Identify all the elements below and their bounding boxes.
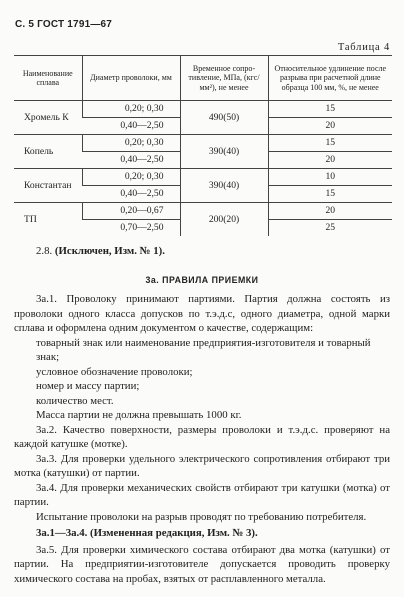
diameter-cell: 0,40—2,50 <box>82 186 180 203</box>
clause-3a5: 3а.5. Для проверки химического состава отбирают два мотка (катушки) от партии. На предприятии-изготовителе допускается проводить проверку химического состава на пробах, взятых от расплавленного металла. <box>14 543 390 585</box>
elongation-cell: 20 <box>268 152 392 169</box>
alloy-cell: Константан <box>14 169 82 203</box>
col-header-resistance: Временное сопротивление, МПа, (кгс/мм²), не менее <box>180 56 268 101</box>
clause-3a1: 3а.1. Проволоку принимают партиями. Партия должна состоять из проволоки одного класса допусков по т.э.д.с, одного диаметра, одной марки сплава и оформлена одним документом о качестве, содержащим: <box>14 293 390 334</box>
list-item: товарный знак или наименование предприятия-изготовителя и товарный знак; <box>36 336 371 363</box>
clause-deleted-note: (Исключен, Изм. № 1). <box>54 245 165 257</box>
list-item: номер и массу партии; <box>36 380 140 392</box>
elongation-cell: 20 <box>268 203 392 220</box>
col-header-diameter: Диаметр проволоки, мм <box>82 56 180 101</box>
clause-3a3: 3а.3. Для проверки удельного электрического сопротивления отбирают три мотка (катушки) от партии. <box>14 452 390 479</box>
clause-2-8 <box>14 244 390 259</box>
properties-table <box>14 55 392 236</box>
diameter-cell: 0,70—2,50 <box>120 222 164 233</box>
diameter-cell: 0,20; 0,30 <box>82 135 180 152</box>
diameter-cell: 0,20; 0,30 <box>82 169 180 186</box>
body-text <box>14 292 390 586</box>
clause-3a4: 3а.4. Для проверки механических свойств отбирают три катушки (мотка) от партии. <box>14 481 390 508</box>
resistance-cell: 490(50) <box>180 101 268 135</box>
diameter-cell: 0,20—0,67 <box>82 203 180 220</box>
elongation-cell: 15 <box>268 101 392 118</box>
resistance-cell: 390(40) <box>180 135 268 169</box>
list-item: количество мест. <box>36 394 114 407</box>
elongation-cell: 20 <box>268 118 392 135</box>
section-title: 3а. ПРАВИЛА ПРИЕМКИ <box>145 275 259 285</box>
elongation-cell: 10 <box>268 169 392 186</box>
elongation-cell: 25 <box>268 220 392 237</box>
elongation-cell: 15 <box>268 135 392 152</box>
elongation-cell: 15 <box>268 186 392 203</box>
resistance-cell: 200(20) <box>180 203 268 237</box>
table-row <box>14 203 392 220</box>
col-header-alloy: Наименование сплава <box>14 56 82 101</box>
diameter-cell: 0,20; 0,30 <box>82 101 180 118</box>
alloy-cell: Хромель К <box>14 101 82 135</box>
page-header: С. 5 ГОСТ 1791—67 <box>15 19 113 30</box>
list-item: условное обозначение проволоки; <box>36 365 193 378</box>
alloy-cell: Копель <box>14 135 82 169</box>
alloy-cell: ТП <box>24 213 37 225</box>
clause-number: 2.8. <box>36 245 53 257</box>
resistance-cell: 390(40) <box>180 169 268 203</box>
col-header-elongation: Относительное удлинение после разрыва при расчетной длине образца 100 мм, %, не менее <box>268 56 392 101</box>
batch-mass-note: Масса партии не должна превышать 1000 кг. <box>36 409 242 421</box>
table-row <box>14 169 392 186</box>
diameter-cell: 0,40—2,50 <box>82 152 180 169</box>
table-caption: Таблица 4 <box>337 42 390 53</box>
diameter-cell: 0,40—2,50 <box>82 118 180 135</box>
change-note: 3а.1—3а.4. (Измененная редакция, Изм. № 3). <box>36 527 258 539</box>
table-row <box>14 101 392 118</box>
table-header-row <box>14 56 392 101</box>
table-row <box>14 135 392 152</box>
clause-3a2: 3а.2. Качество поверхности, размеры проволоки и т.э.д.с. проверяют на каждой катушке (мотке). <box>14 423 390 450</box>
clause-3a4-tensile: Испытание проволоки на разрыв проводят по требованию потребителя. <box>36 510 367 523</box>
